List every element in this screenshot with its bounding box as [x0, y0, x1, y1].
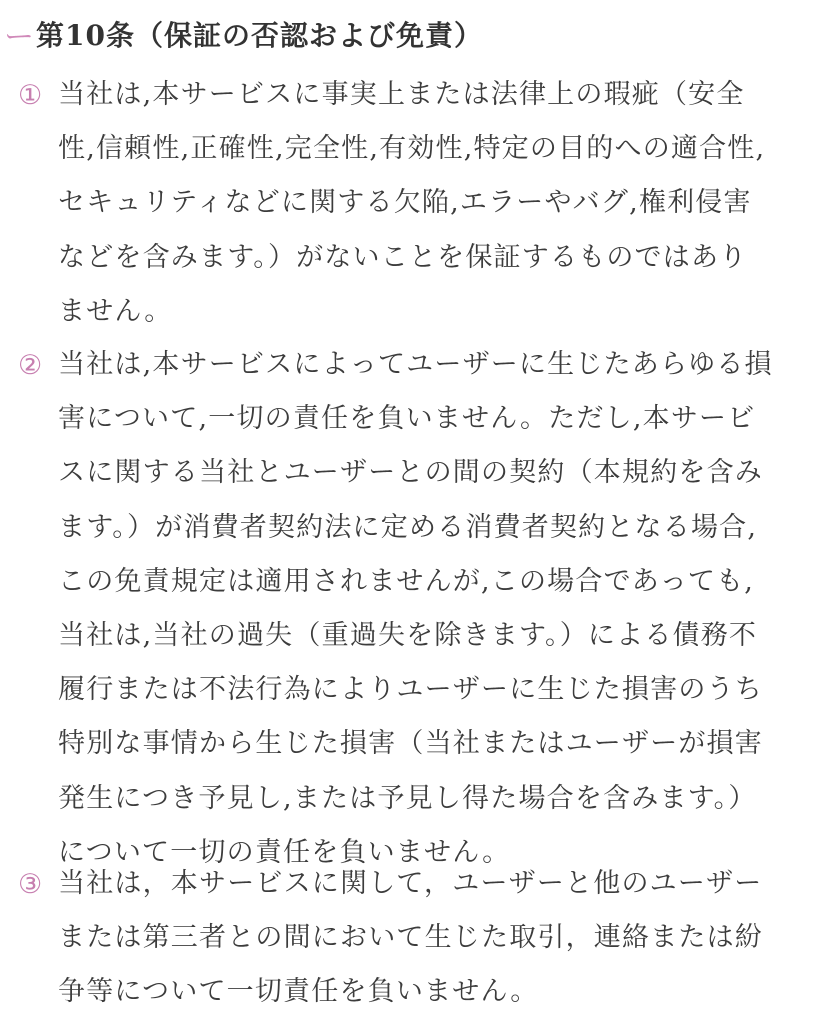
clause-2 [18, 338, 818, 880]
clause-3 [18, 857, 818, 1020]
clause-text-2: 当社は,本サービスによってユーザーに生じたあらゆる損 害について,一切の責任を負いません。ただし,本サービ スに関する当社とユーザーとの間の契約（本規約を含み ます。）が消費者契約法に定める消費者契約となる場合, この免責規定は適用されませんが,この場合であっても, 当社は,当社の過失（重過失を除きます。）による債務不 履行または不法行為によりユーザーに生じた損害のうち 特別な事情から生じた損害（当社またはユーザーが損害 発生につき予見し,または予見し得た場合を含みます。） について一切の責任を負いません。 [58, 349, 773, 868]
clause-text-3: 当社は，本サービスに関して，ユーザーと他のユーザー または第三者との間において生じた取引，連絡または紛 争等について一切責任を負いません。 [58, 868, 763, 1008]
clause-number-1: ① [18, 80, 43, 111]
heading-dash-mark: ー [4, 20, 34, 55]
clause-number-2: ② [18, 350, 43, 381]
clause-text-1: 当社は,本サービスに事実上または法律上の瑕疵（安全 性,信頼性,正確性,完全性,有効性,特定の目的への適合性, セキュリティなどに関する欠陥,エラーやバグ,権利侵害 などを含みます。）がないことを保証するものではあり ません。 [58, 79, 766, 327]
article-title: 第10条（保証の否認および免責） [36, 19, 483, 52]
article-heading [4, 12, 483, 56]
clause-1 [18, 68, 818, 339]
clause-number-3: ③ [18, 869, 43, 900]
